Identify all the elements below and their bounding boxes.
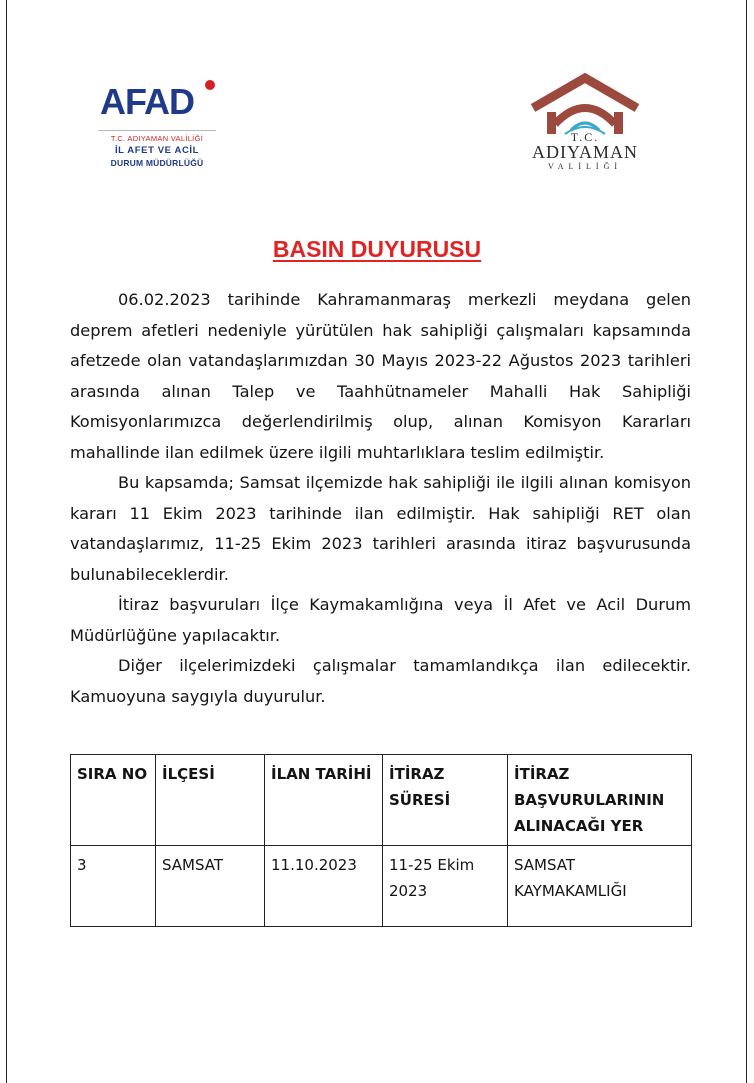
paragraph: Bu kapsamda; Samsat ilçemizde hak sahipliği ile ilgili alınan komisyon kararı 11 Ekim 2023 tarihinde ilan edilmiştir. Hak sahipliği RET olan vatandaşlarımız, 11-25 Ekim 2023 tarihleri arasında itiraz başvurusunda bulunabileceklerdir.: [70, 473, 691, 584]
paragraph: Diğer ilçelerimizdeki çalışmalar tamamlandıkça ilan edilecektir. Kamuoyuna saygıyla duyurulur.: [70, 656, 691, 706]
afad-logo-line3: DURUM MÜDÜRLÜĞÜ: [110, 158, 204, 168]
valilik-logo-line3: VALİLİĞİ: [547, 162, 623, 171]
header-ilan-tarihi: İLAN TARİHİ: [265, 755, 383, 846]
afad-logo-word: AFAD: [100, 81, 194, 122]
header-ilcesi: İLÇESİ: [156, 755, 265, 846]
cell-sira-no: 3: [71, 846, 156, 927]
afad-logo-line1: T.C. ADIYAMAN VALİLİĞİ: [110, 134, 204, 143]
announcement-body: [70, 285, 691, 712]
header-itiraz-suresi: İTİRAZ SÜRESİ: [383, 755, 508, 846]
valilik-logo-line2: ADIYAMAN: [532, 142, 638, 162]
afad-logo-dot: [205, 80, 215, 90]
document-title: BASIN DUYURUSU: [272, 236, 482, 262]
paragraph: İtiraz başvuruları İlçe Kaymakamlığına veya İl Afet ve Acil Durum Müdürlüğüne yapılacaktır.: [70, 595, 691, 645]
objection-table: [70, 754, 692, 927]
afad-logo-line2: İL AFET VE ACİL: [114, 145, 200, 156]
table-header-row: [71, 755, 692, 846]
cell-ilcesi: SAMSAT: [156, 846, 265, 927]
header-basvuru-yeri: İTİRAZ BAŞVURULARININ ALINACAĞI YER: [508, 755, 692, 846]
cell-ilan-tarihi: 11.10.2023: [265, 846, 383, 927]
paragraph: 06.02.2023 tarihinde Kahramanmaraş merkezli meydana gelen deprem afetleri nedeniyle yürütülen hak sahipliği çalışmaları kapsamında afetzede olan vatandaşlarımızdan 30 Mayıs 2023-22 Ağustos 2023 tarihleri arasında alınan Talep ve Taahhütnameler Mahalli Hak Sahipliği Komisyonlarımızca değerlendirilmiş olup, alınan Komisyon Kararları mahallinde ilan edilmek üzere ilgili muhtarlıklara teslim edilmiştir.: [70, 290, 691, 462]
table-row: [71, 846, 692, 927]
cell-basvuru-yeri: SAMSAT KAYMAKAMLIĞI: [508, 846, 692, 927]
afad-logo: [88, 78, 228, 178]
header-sira-no: SIRA NO: [71, 755, 156, 846]
valilik-arch-icon: [525, 72, 645, 136]
valilik-logo: [510, 72, 660, 182]
afad-logo-rule: [98, 130, 216, 131]
valilik-logo-line1: T.C.: [570, 130, 600, 144]
cell-itiraz-suresi: 11-25 Ekim 2023: [383, 846, 508, 927]
